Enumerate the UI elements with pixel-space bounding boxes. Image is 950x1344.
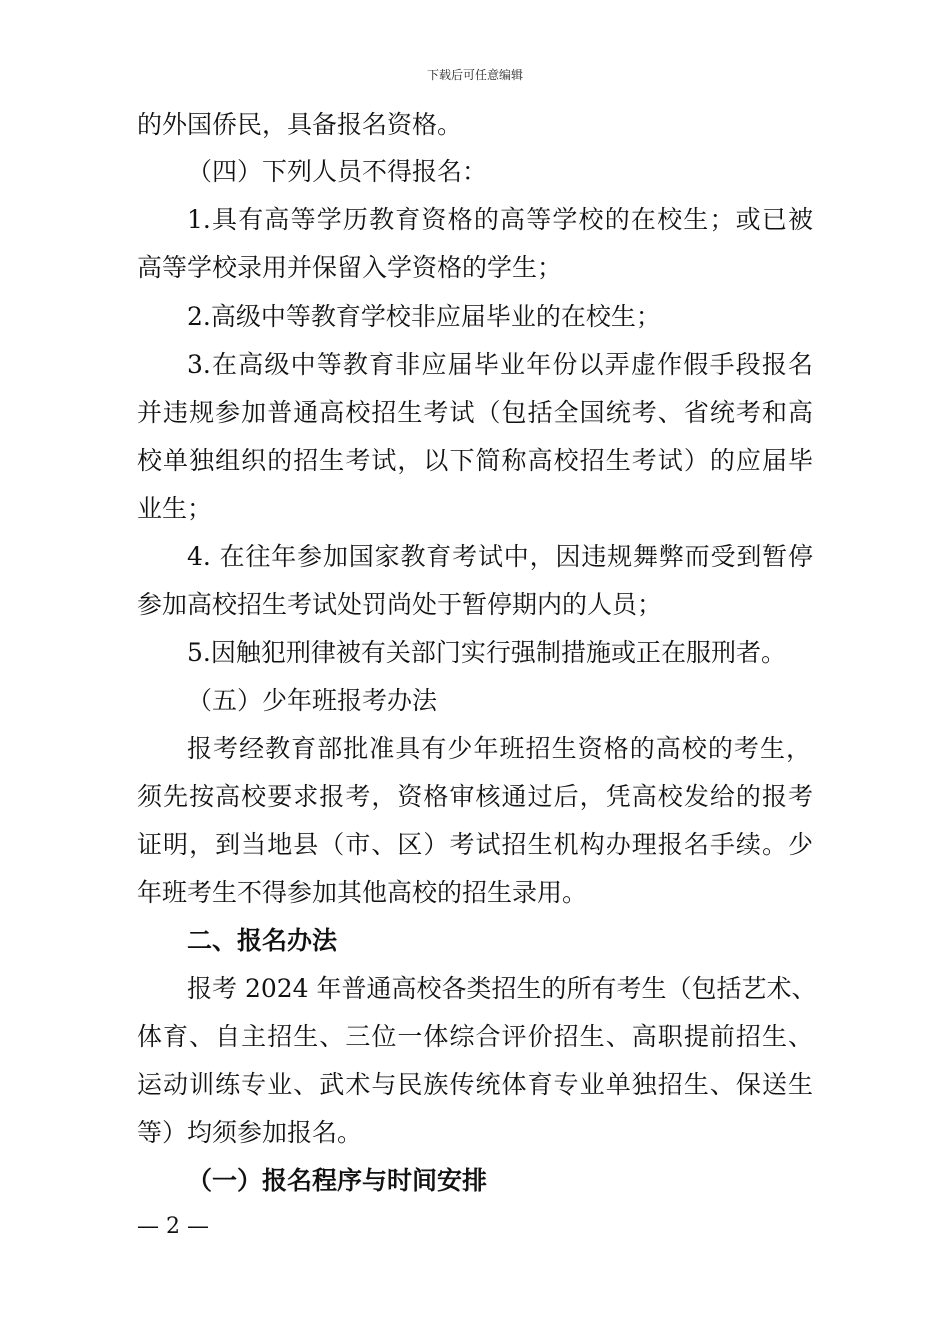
text-line: 年班考生不得参加其他高校的招生录用。 <box>137 878 588 907</box>
text-line: 高等学校录用并保留入学资格的学生； <box>137 253 563 282</box>
text-line: 业生； <box>137 494 213 523</box>
text-line: 报考经教育部批准具有少年班招生资格的高校的考生， <box>187 734 811 763</box>
text-line: 证明，到当地县（市、区）考试招生机构办理报名手续。少 <box>137 830 813 859</box>
page-header-note: 下载后可任意编辑 <box>426 68 523 82</box>
text-line: 等）均须参加报名。 <box>137 1118 363 1147</box>
text-line: 4. 在往年参加国家教育考试中，因违规舞弊而受到暂停 <box>187 542 813 571</box>
section-heading: 二、报名办法 <box>187 926 338 955</box>
text-line: 的外国侨民，具备报名资格。 <box>137 110 463 139</box>
subsection-heading: （一）报名程序与时间安排 <box>187 1166 488 1195</box>
text-line: 运动训练专业、武术与民族传统体育专业单独招生、保送生 <box>137 1070 813 1099</box>
text-line: 报考 2024 年普通高校各类招生的所有考生（包括艺术、 <box>187 974 817 1003</box>
text-line: 体育、自主招生、三位一体综合评价招生、高职提前招生、 <box>137 1022 813 1051</box>
text-line: 并违规参加普通高校招生考试（包括全国统考、省统考和高 <box>137 398 813 427</box>
text-line: 参加高校招生考试处罚尚处于暂停期内的人员； <box>137 590 663 619</box>
text-line: 3.在高级中等教育非应届毕业年份以弄虚作假手段报名 <box>187 350 813 379</box>
page-number: — 2 — <box>137 1214 209 1239</box>
section-heading: （四）下列人员不得报名： <box>187 157 488 186</box>
text-line: 1.具有高等学历教育资格的高等学校的在校生；或已被 <box>187 205 813 234</box>
text-line: 2.高级中等教育学校非应届毕业的在校生； <box>187 302 661 331</box>
text-line: 5.因触犯刑律被有关部门实行强制措施或正在服刑者。 <box>187 638 786 667</box>
section-heading: （五）少年班报考办法 <box>187 686 438 715</box>
text-line: 校单独组织的招生考试，以下简称高校招生考试）的应届毕 <box>137 446 813 475</box>
text-line: 须先按高校要求报考，资格审核通过后，凭高校发给的报考 <box>137 782 813 811</box>
